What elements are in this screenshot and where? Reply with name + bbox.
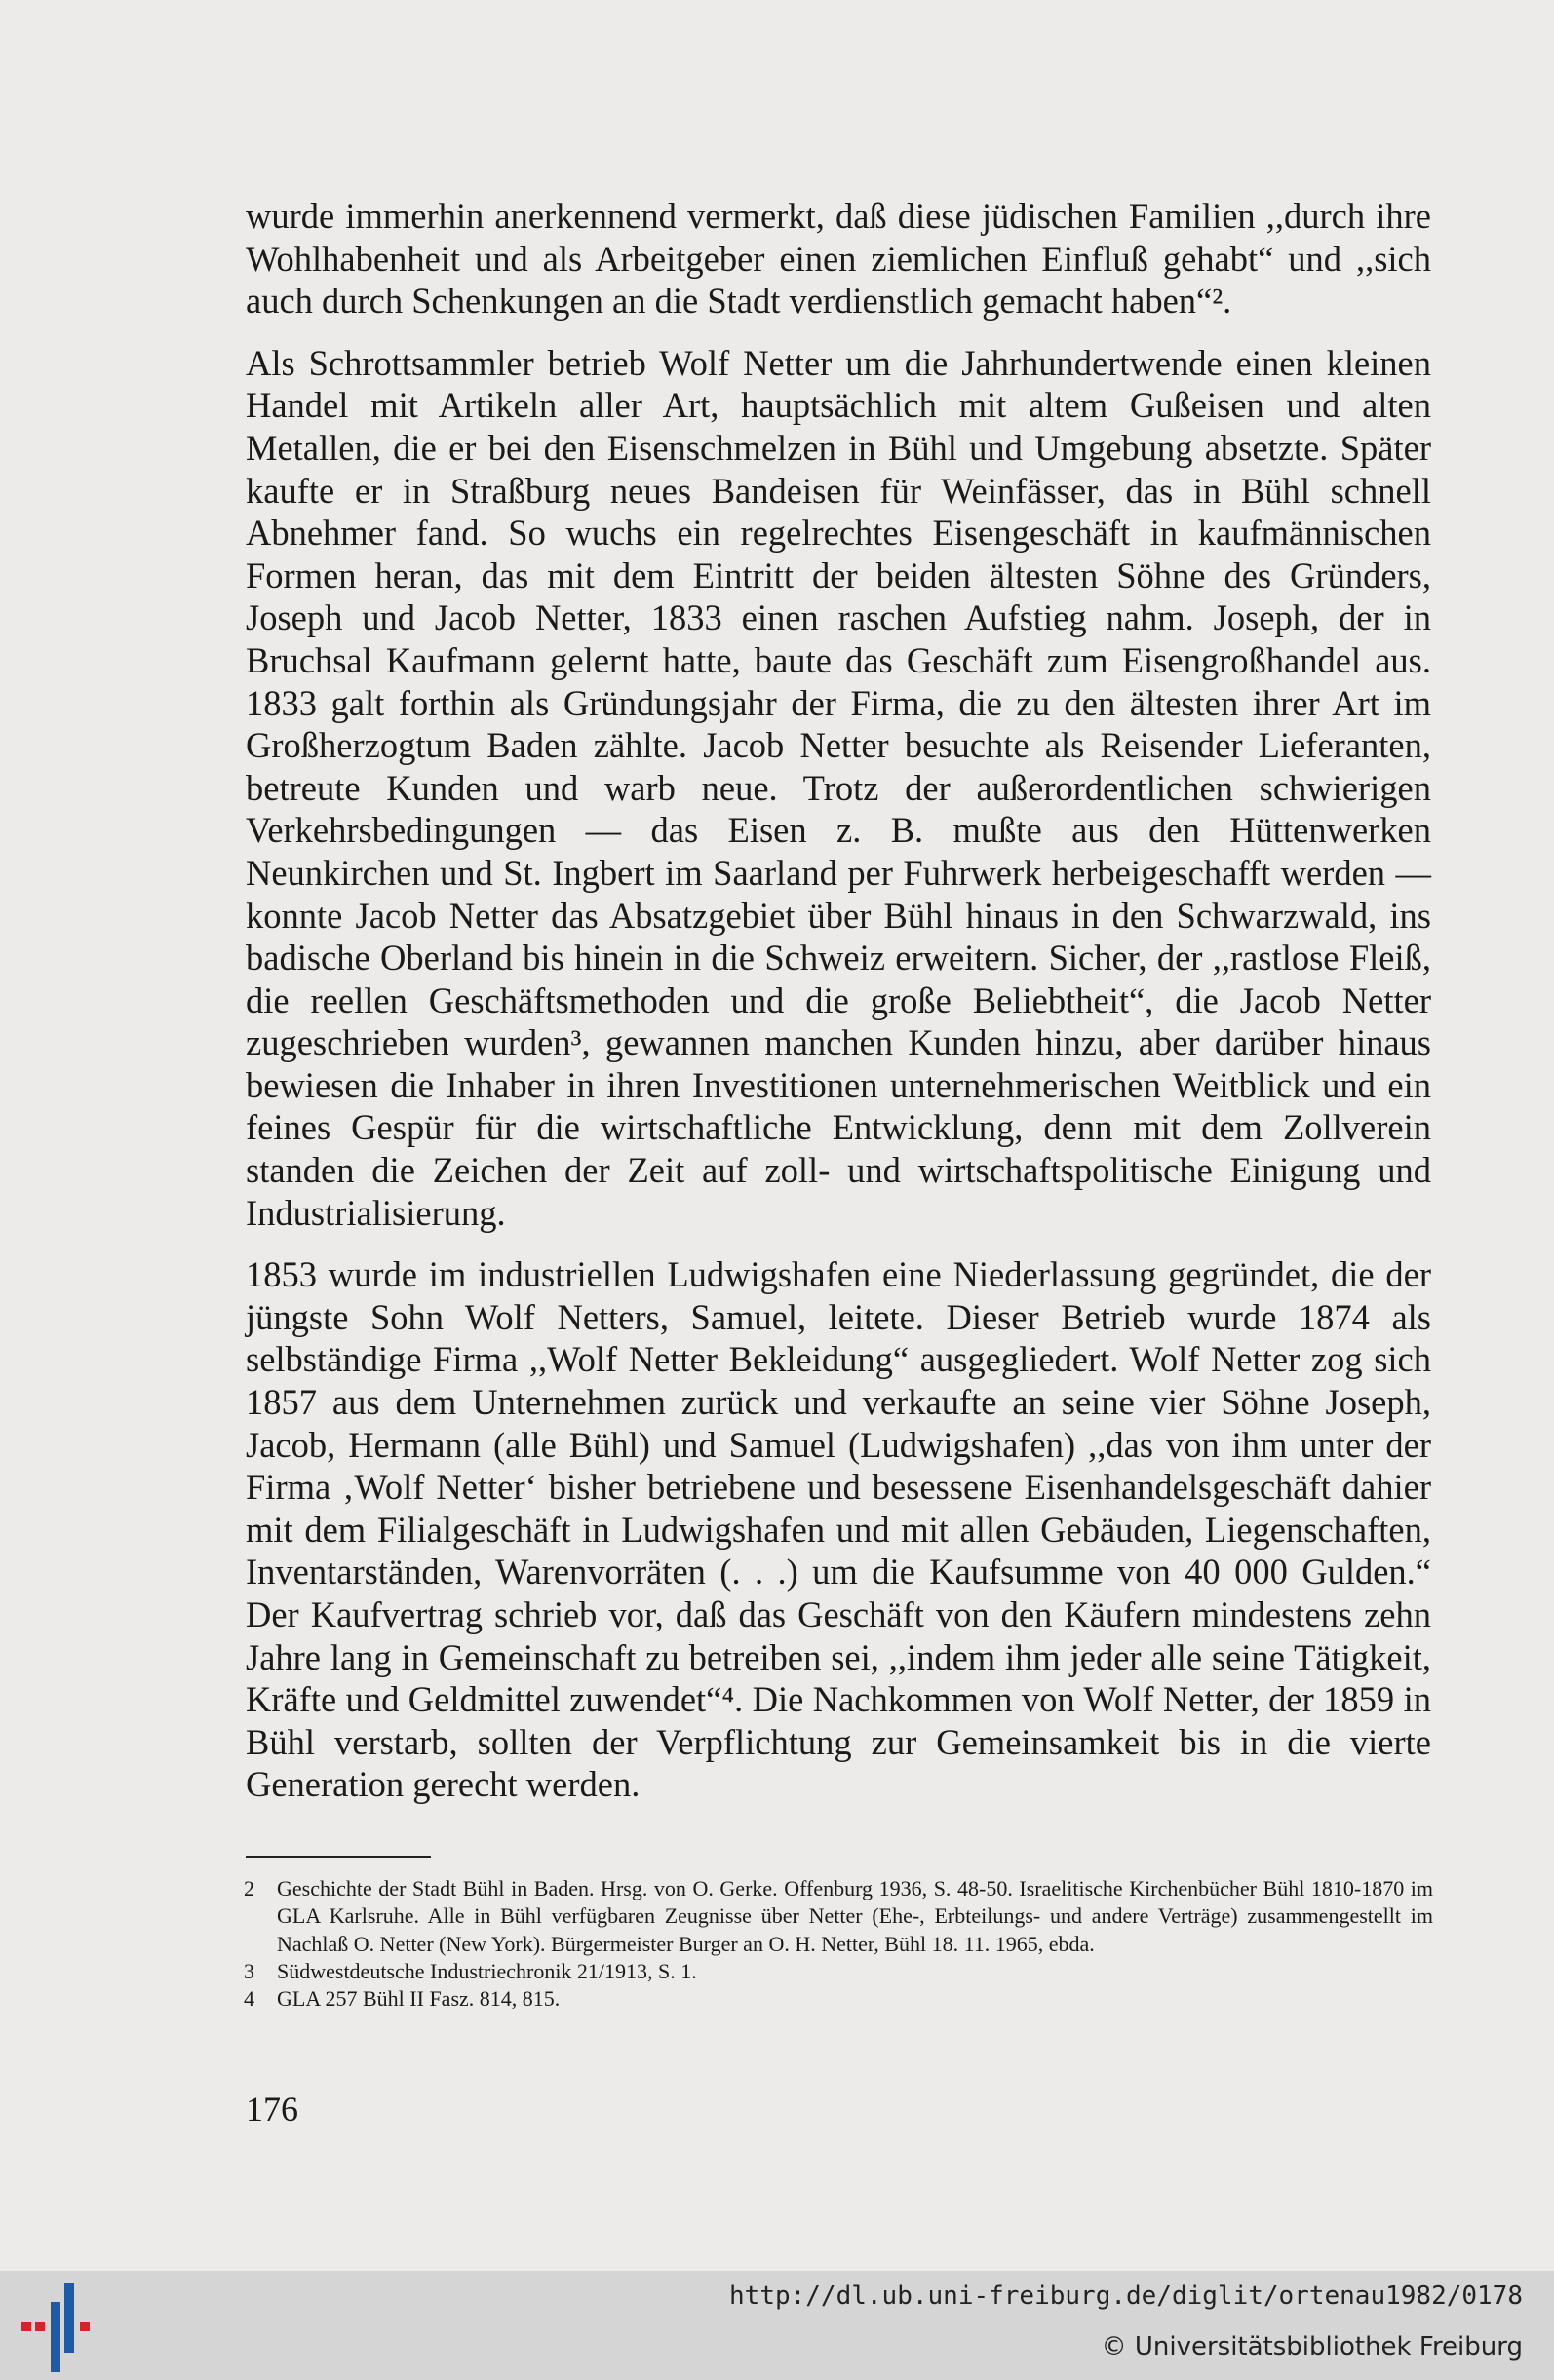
footnote-text: Geschichte der Stadt Bühl in Baden. Hrsg. von O. Gerke. Offenburg 1936, S. 48-50. Israelitische Kirchenbücher Bühl 1810-1870 im GLA Karlsruhe. Alle in Bühl verfügbaren Zeugnisse über Netter (Ehe-, Erbteilungs- und andere Verträge) zusammengestellt im Nachlaß O. Netter (New York). Bürgermeister Burger an O. H. Netter, Bühl 18. 11. 1965, ebda. xyxy=(277,1876,1433,1956)
ub-freiburg-logo-icon xyxy=(21,2283,99,2372)
footnote-number: 3 xyxy=(244,1958,254,1983)
footnote-number: 4 xyxy=(244,1986,254,2012)
paragraph: Als Schrottsammler betrieb Wolf Netter um die Jahrhundertwende einen kleinen Handel mit Artikeln aller Art, hauptsächlich mit altem Gußeisen und alten Metallen, die er bei den Eisenschmelzen in Bühl und Umgebung absetzte. Später kaufte er in Straßburg neues Bandeisen für Weinfässer, das in Bühl schnell Abnehmer fand. So wuchs ein regelrechtes Eisengeschäft in kaufmännischen Formen heran, das mit dem Eintritt der beiden ältesten Söhne des Gründers, Joseph und Jacob Netter, 1833 einen raschen Aufstieg nahm. Joseph, der in Bruchsal Kaufmann gelernt hatte, baute das Geschäft zum Eisengroßhandel aus. 1833 galt forthin als Gründungsjahr der Firma, die zu den ältesten ihrer Art im Großherzogtum Baden zählte. Jacob Netter besuchte als Reisender Lieferanten, betreute Kunden und warb neue. Trotz der außerordentlichen schwierigen Verkehrsbedingungen — das Eisen z. B. mußte aus den Hüttenwerken Neunkirchen und St. Ingbert im Saarland per Fuhrwerk herbeigeschafft werden — konnte Jacob Netter das Absatzgebiet über Bühl hinaus in den Schwarzwald, ins badische Oberland bis hinein in die Schweiz erweitern. Sicher, der ,,rastlose Fleiß, die reellen Geschäftsmethoden und die große Beliebtheit“, die Jacob Netter zugeschrieben wurden³, gewannen manchen Kunden hinzu, aber darüber hinaus bewiesen die Inhaber in ihren Investitionen unternehmerischen Weitblick und ein feines Gespür für die wirtschaftliche Entwicklung, denn mit dem Zollverein standen die Zeichen der Zeit auf zoll- und wirtschaftspolitische Einigung und Industrialisierung. xyxy=(246,342,1431,1233)
footnotes xyxy=(244,1875,1433,2013)
paragraph: 1853 wurde im industriellen Ludwigshafen eine Niederlassung gegründet, die der jüngste Sohn Wolf Netters, Samuel, leitete. Dieser Betrieb wurde 1874 als selbständige Firma ,,Wolf Netter Bekleidung“ ausgegliedert. Wolf Netter zog sich 1857 aus dem Unternehmen zurück und verkaufte an seine vier Söhne Joseph, Jacob, Hermann (alle Bühl) und Samuel (Ludwigshafen) ,,das von ihm unter der Firma ‚Wolf Netter‘ bisher betriebene und besessene Eisenhandelsgeschäft dahier mit dem Filialgeschäft in Ludwigshafen und mit allen Gebäuden, Liegenschaften, Inventarständen, Warenvorräten (. . .) um die Kaufsumme von 40 000 Gulden.“ Der Kaufvertrag schrieb vor, daß das Geschäft von den Käufern mindestens zehn Jahre lang in Gemeinschaft zu betreiben sei, ,,indem ihm jeder alle seine Tätigkeit, Kräfte und Geldmittel zuwendet“⁴. Die Nachkommen von Wolf Netter, der 1859 in Bühl verstarb, sollten der Verpflichtung zur Gemeinsamkeit bis in die vierte Generation gerecht werden. xyxy=(246,1254,1431,1805)
source-url-link[interactable]: http://dl.ub.uni-freiburg.de/diglit/ortenau1982/0178 xyxy=(729,2282,1523,2311)
copyright-notice: © Universitätsbibliothek Freiburg xyxy=(1101,2332,1523,2361)
footnote xyxy=(244,1985,1433,2013)
page-number: 176 xyxy=(246,2090,298,2129)
footnote-text: Südwestdeutsche Industriechronik 21/1913, S. 1. xyxy=(277,1958,697,1983)
footnote-number: 2 xyxy=(244,1876,254,1900)
footnote xyxy=(244,1875,1433,1958)
footnote xyxy=(244,1958,1433,1985)
paragraph: wurde immerhin anerkennend vermerkt, daß diese jüdischen Familien ,,durch ihre Wohlhabenheit und als Arbeitgeber einen ziemlichen Einfluß gehabt“ und ,,sich auch durch Schenkungen an die Stadt verdienstlich gemacht haben“². xyxy=(246,196,1431,322)
main-text xyxy=(246,195,1431,1806)
footnote-text: GLA 257 Bühl II Fasz. 814, 815. xyxy=(277,1986,561,2012)
footnote-divider xyxy=(246,1856,431,1858)
